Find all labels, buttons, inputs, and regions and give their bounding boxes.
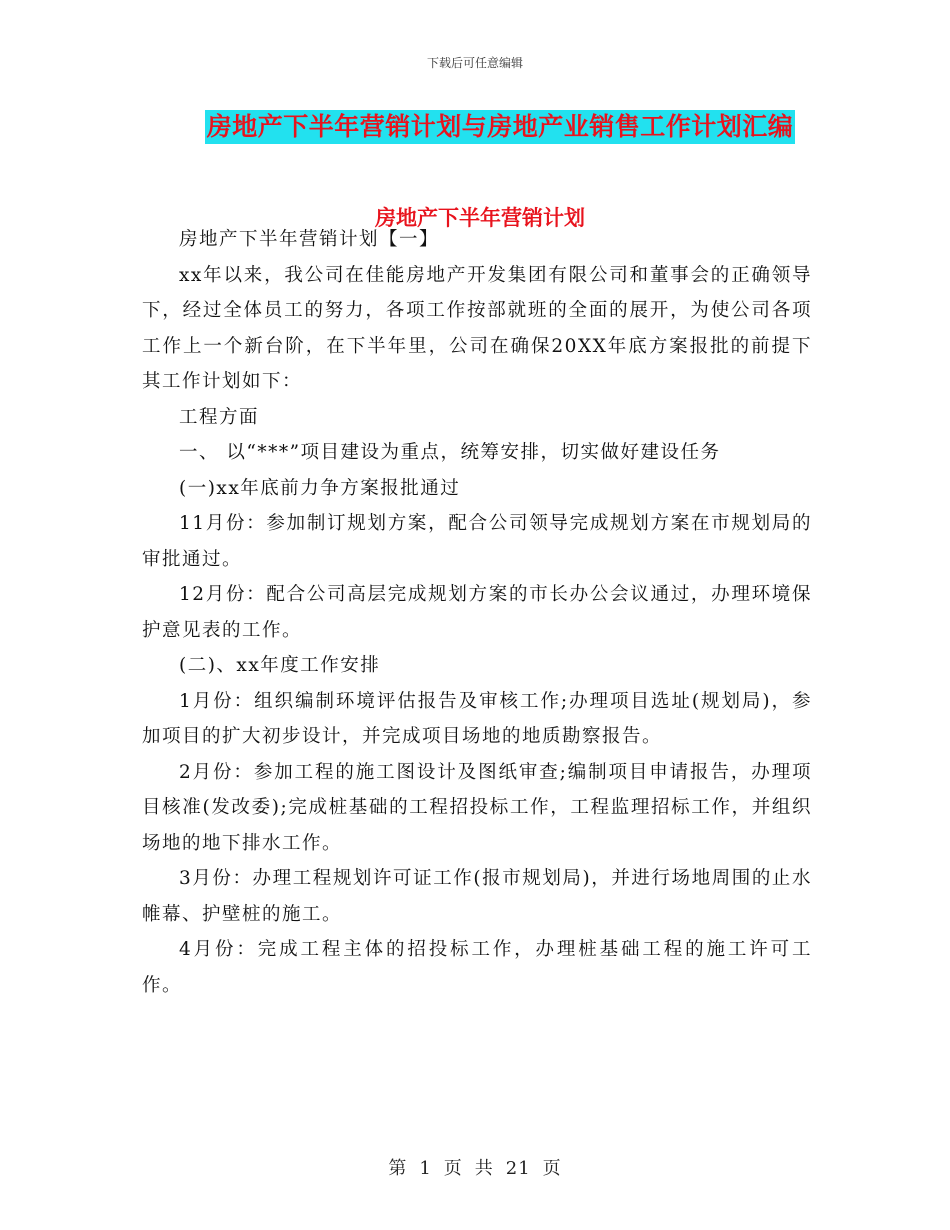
paragraph-january: 1月份：组织编制环境评估报告及审核工作;办理项目选址(规划局)，参加项目的扩大初步设计，并完成项目场地的地质勘察报告。 — [142, 690, 812, 747]
main-title: 房地产下半年营销计划与房地产业销售工作计划汇编 — [205, 110, 796, 144]
paragraph-subitem-two: (二)、xx年度工作安排 — [179, 655, 381, 676]
paragraph-december: 12月份：配合公司高层完成规划方案的市长办公会议通过，办理环境保护意见表的工作。 — [142, 584, 812, 641]
footer-page-number: 1 — [419, 1158, 432, 1179]
main-title-container — [0, 110, 950, 144]
paragraph-engineering-heading: 工程方面 — [179, 406, 260, 428]
paragraph-heading-plan-one: 房地产下半年营销计划【一】 — [179, 229, 440, 250]
page-footer — [0, 1154, 950, 1180]
footer-prefix: 第 — [388, 1158, 408, 1179]
header-note: 下载后可任意编辑 — [426, 56, 523, 70]
footer-page-label: 页 — [443, 1158, 463, 1179]
paragraph-march: 3月份：办理工程规划许可证工作(报市规划局)，并进行场地周围的止水帷幕、护壁桩的施工。 — [142, 868, 812, 925]
document-body — [142, 222, 812, 1003]
paragraph-february: 2月份：参加工程的施工图设计及图纸审查;编制项目申请报告，办理项目核准(发改委);完成桩基础的工程招投标工作，工程监理招标工作，并组织场地的地下排水工作。 — [142, 761, 812, 854]
section-title: 房地产下半年营销计划 — [375, 206, 585, 230]
paragraph-item-one: 一、 以“***”项目建设为重点，统筹安排，切实做好建设任务 — [179, 442, 721, 463]
paragraph-november: 11月份：参加制订规划方案，配合公司领导完成规划方案在市规划局的审批通过。 — [142, 513, 812, 570]
footer-total-pages: 21 — [505, 1158, 531, 1179]
footer-suffix: 页 — [542, 1158, 562, 1179]
paragraph-april: 4月份：完成工程主体的招投标工作，办理桩基础工程的施工许可工作。 — [142, 939, 812, 996]
paragraph-subitem-one: (一)xx年底前力争方案报批通过 — [179, 477, 461, 499]
footer-total-label: 共 — [474, 1158, 494, 1179]
paragraph-intro: xx年以来，我公司在佳能房地产开发集团有限公司和董事会的正确领导下，经过全体员工的努力，各项工作按部就班的全面的展开，为使公司各项工作上一个新台阶，在下半年里，公司在确保20XX年底方案报批的前提下其工作计划如下： — [142, 264, 812, 392]
